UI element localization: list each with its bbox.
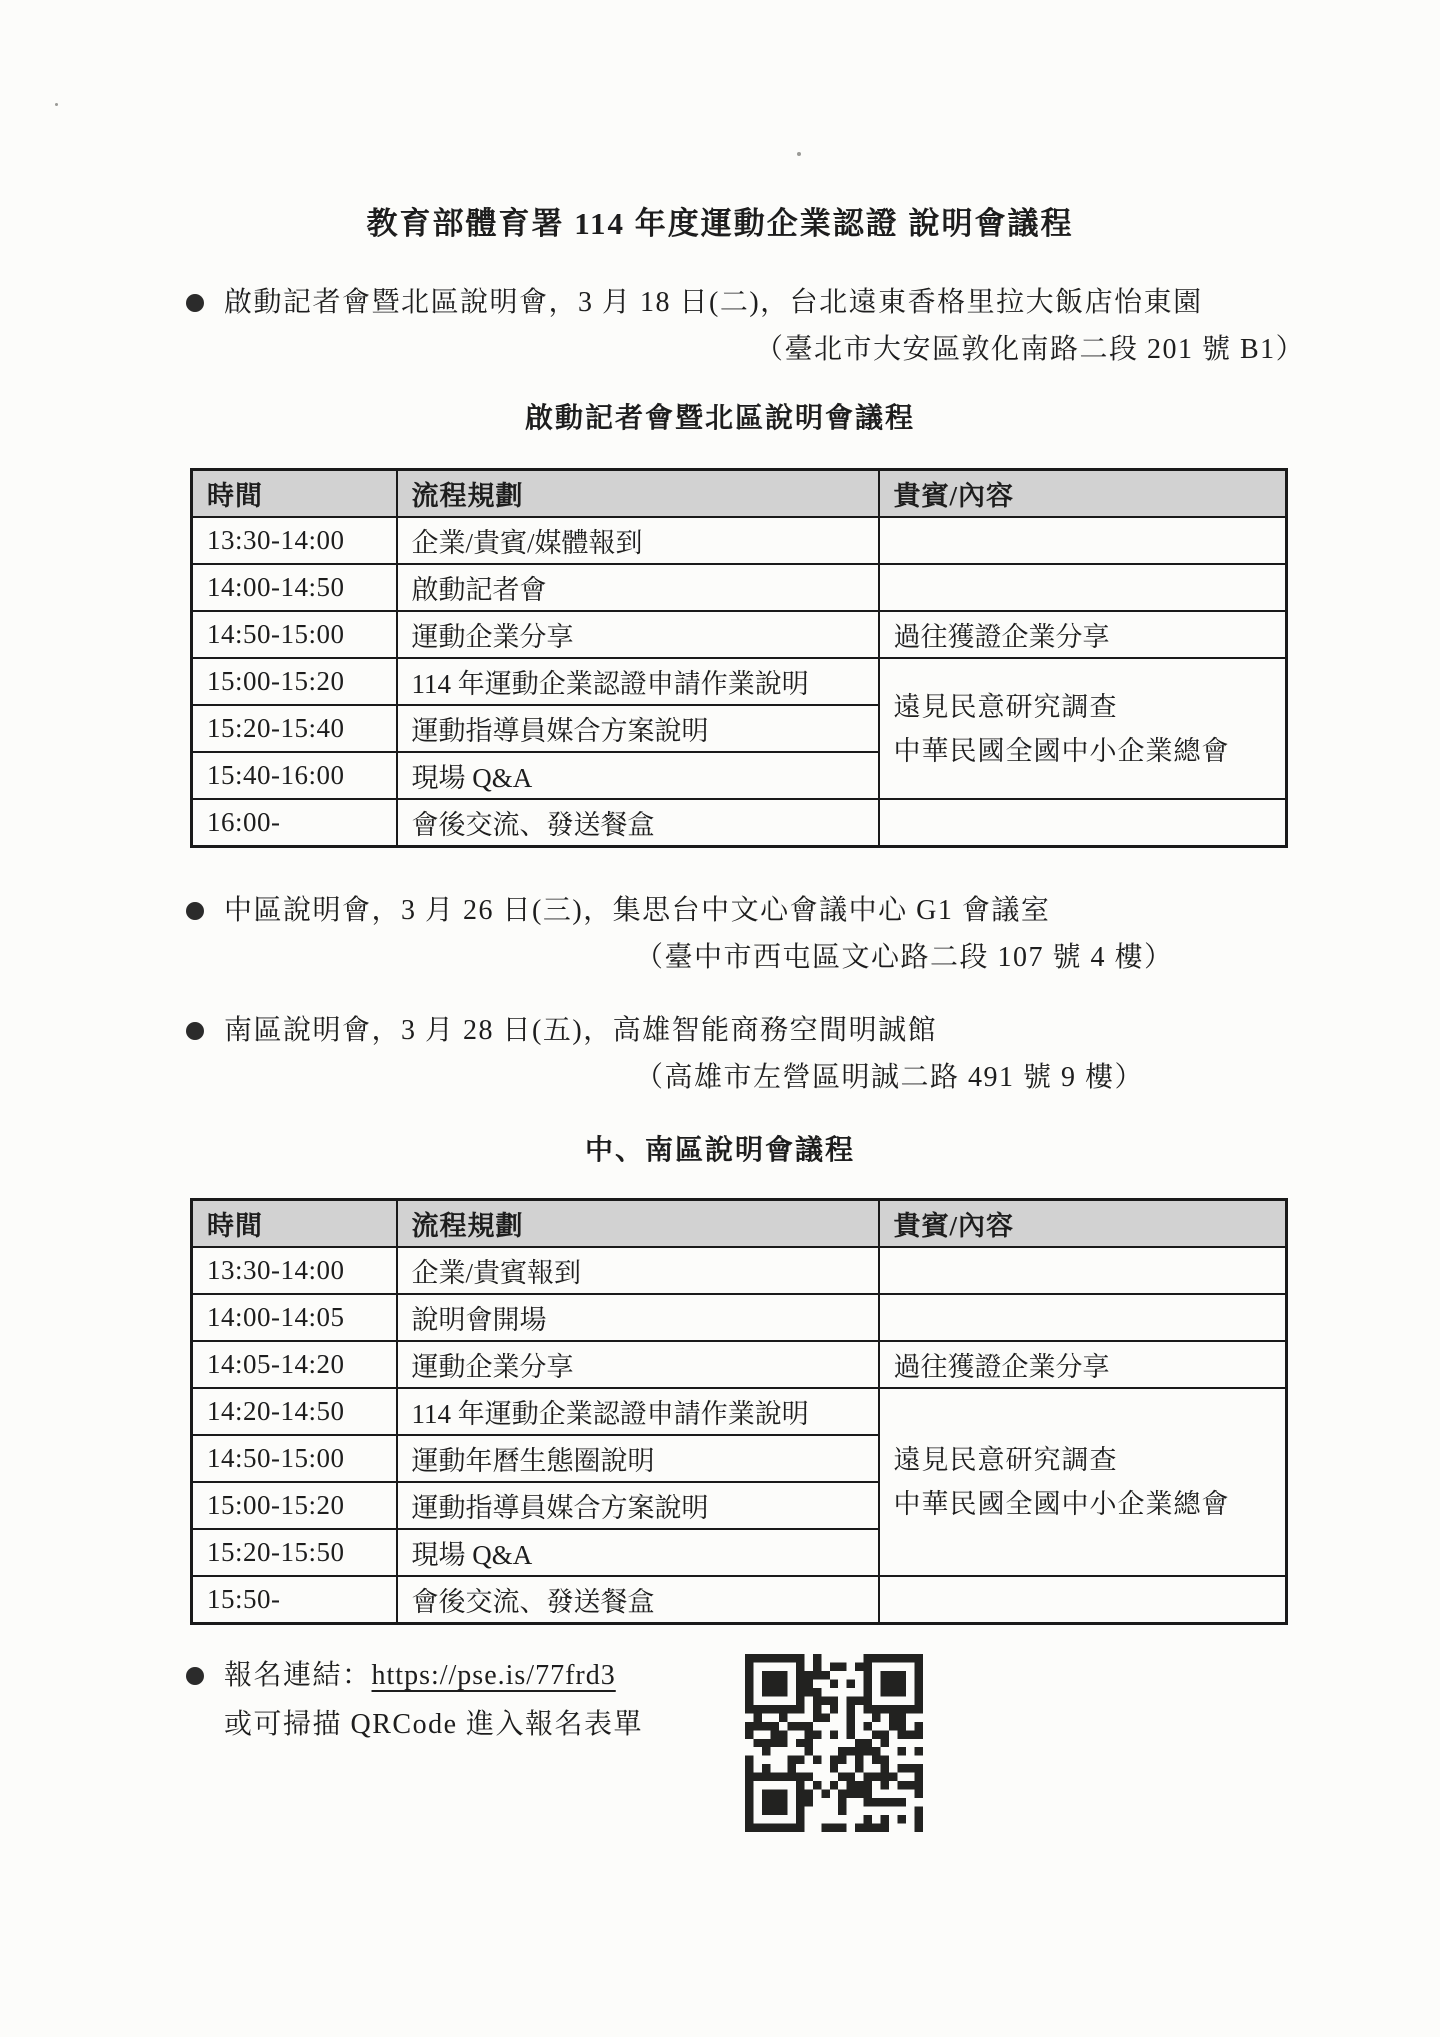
activity-cell: 114 年運動企業認證申請作業說明 [397, 1388, 879, 1435]
bullet-icon [186, 1667, 204, 1685]
south-session-address: （高雄市左營區明誠二路 491 號 9 樓） [635, 1062, 1145, 1093]
time-cell: 14:00-14:50 [192, 564, 397, 611]
guest-cell [879, 1576, 1287, 1624]
guest-cell: 過往獲證企業分享 [879, 1341, 1287, 1388]
bullet-registration [186, 1657, 616, 1695]
bullet-icon [186, 294, 204, 312]
time-cell: 14:05-14:20 [192, 1341, 397, 1388]
bullet-north-session [186, 284, 1203, 322]
table-row [192, 1388, 1287, 1435]
registration-url-link[interactable]: https://pse.is/77frd3 [371, 1660, 616, 1691]
activity-cell: 企業/貴賓報到 [397, 1247, 879, 1294]
guest-cell [879, 1294, 1287, 1341]
time-cell: 16:00- [192, 799, 397, 847]
activity-cell: 會後交流、發送餐盒 [397, 799, 879, 847]
time-cell: 14:50-15:00 [192, 611, 397, 658]
guest-org-2: 中華民國全國中小企業總會 [893, 735, 1230, 766]
guest-org-1: 遠見民意研究調查 [893, 1445, 1118, 1475]
page-title: 教育部體育署 114 年度運動企業認證 說明會議程 [366, 206, 1074, 241]
activity-cell: 運動企業分享 [397, 1341, 879, 1388]
column-header-flow: 流程規劃 [397, 470, 879, 518]
section-heading-central-south: 中、南區說明會議程 [584, 1135, 855, 1166]
guest-merged-cell [879, 658, 1287, 799]
activity-cell: 說明會開場 [397, 1294, 879, 1341]
column-header-guest: 貴賓/內容 [879, 470, 1287, 518]
activity-cell: 現場 Q&A [397, 752, 879, 799]
table-row [192, 611, 1287, 658]
activity-cell: 會後交流、發送餐盒 [397, 1576, 879, 1624]
table-row [192, 1576, 1287, 1624]
activity-cell: 運動年曆生態圈說明 [397, 1435, 879, 1482]
table-row [192, 799, 1287, 847]
time-cell: 14:50-15:00 [192, 1435, 397, 1482]
table-row [192, 517, 1287, 564]
central-session-address: （臺中市西屯區文心路二段 107 號 4 樓） [635, 942, 1174, 973]
north-agenda-table [190, 468, 1288, 848]
central-south-agenda-table [190, 1198, 1288, 1625]
time-cell: 15:20-15:40 [192, 705, 397, 752]
column-header-time: 時間 [192, 470, 397, 518]
bullet-south-session [186, 1012, 937, 1050]
bullet-icon [186, 1022, 204, 1040]
registration-line [224, 1657, 616, 1695]
table-row [192, 1247, 1287, 1294]
bullet-central-session [186, 892, 1050, 930]
time-cell: 15:40-16:00 [192, 752, 397, 799]
guest-org-1: 遠見民意研究調查 [893, 691, 1118, 722]
scan-speck [797, 152, 801, 156]
table-row [192, 1294, 1287, 1341]
table-header-row [192, 1200, 1287, 1248]
activity-cell: 114 年運動企業認證申請作業說明 [397, 658, 879, 705]
table-header-row [192, 470, 1287, 518]
time-cell: 15:00-15:20 [192, 658, 397, 705]
qr-code-graphic [745, 1654, 923, 1832]
time-cell: 14:00-14:05 [192, 1294, 397, 1341]
registration-qr-hint: 或可掃描 QRCode 進入報名表單 [224, 1709, 644, 1740]
guest-cell [879, 1247, 1287, 1294]
activity-cell: 啟動記者會 [397, 564, 879, 611]
activity-cell: 企業/貴賓/媒體報到 [397, 517, 879, 564]
table-row [192, 1341, 1287, 1388]
time-cell: 15:00-15:20 [192, 1482, 397, 1529]
activity-cell: 現場 Q&A [397, 1529, 879, 1576]
column-header-time: 時間 [192, 1200, 397, 1248]
activity-cell: 運動指導員媒合方案說明 [397, 705, 879, 752]
time-cell: 15:20-15:50 [192, 1529, 397, 1576]
north-session-address: （臺北市大安區敦化南路二段 201 號 B1） [755, 334, 1306, 365]
guest-cell [879, 564, 1287, 611]
section-heading-north: 啟動記者會暨北區說明會議程 [524, 403, 915, 434]
qr-code [745, 1654, 923, 1832]
guest-merged-cell [879, 1388, 1287, 1576]
guest-cell [879, 517, 1287, 564]
column-header-guest: 貴賓/內容 [879, 1200, 1287, 1248]
registration-label: 報名連結： [224, 1660, 372, 1691]
time-cell: 13:30-14:00 [192, 1247, 397, 1294]
bullet-north-session-text: 啟動記者會暨北區說明會，3 月 18 日(二)，台北遠東香格里拉大飯店怡東園 [224, 287, 1203, 318]
bullet-icon [186, 902, 204, 920]
time-cell: 13:30-14:00 [192, 517, 397, 564]
bullet-south-session-text: 南區說明會，3 月 28 日(五)，高雄智能商務空間明誠館 [224, 1015, 938, 1046]
guest-cell: 過往獲證企業分享 [879, 611, 1287, 658]
time-cell: 15:50- [192, 1576, 397, 1624]
activity-cell: 運動指導員媒合方案說明 [397, 1482, 879, 1529]
activity-cell: 運動企業分享 [397, 611, 879, 658]
table-row [192, 658, 1287, 705]
table-row [192, 564, 1287, 611]
bullet-central-session-text: 中區說明會，3 月 26 日(三)，集思台中文心會議中心 G1 會議室 [224, 895, 1051, 926]
guest-cell [879, 799, 1287, 847]
time-cell: 14:20-14:50 [192, 1388, 397, 1435]
guest-org-2: 中華民國全國中小企業總會 [893, 1489, 1230, 1519]
column-header-flow: 流程規劃 [397, 1200, 879, 1248]
scan-speck [55, 103, 58, 106]
